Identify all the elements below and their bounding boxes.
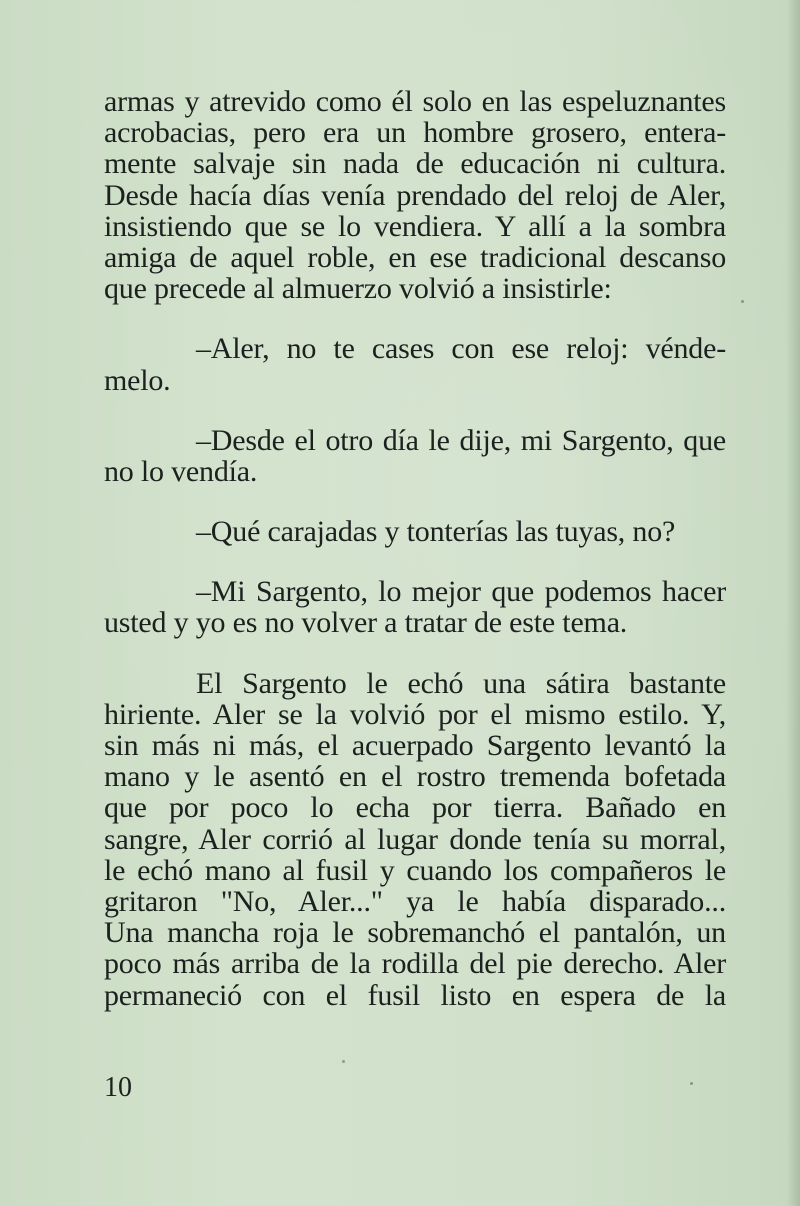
text-line: poco más arriba de la rodilla del pie derecho. Aler: [104, 947, 726, 981]
text-line: hiriente. Aler se la volvió por el mismo estilo. Y,: [104, 697, 726, 731]
text-line: mente salvaje sin nada de educación ni cultura.: [104, 147, 726, 181]
text-line: –Aler, no te cases con ese reloj: vénde-: [196, 332, 726, 366]
text-line: amiga de aquel roble, en ese tradicional descanso: [104, 240, 726, 274]
text-line: sangre, Aler corrió al lugar donde tenía su morral,: [104, 822, 726, 856]
dialogue-paragraph: [104, 576, 726, 638]
text-line: le echó mano al fusil y cuando los compañeros le: [104, 853, 726, 887]
text-line: –Mi Sargento, lo mejor que podemos hacer: [196, 575, 726, 609]
text-line: Desde hacía días venía prendado del reloj de Aler,: [104, 178, 726, 212]
body-text: [104, 86, 726, 1011]
text-line: –Qué carajadas y tonterías las tuyas, no?: [196, 515, 676, 549]
text-line: El Sargento le echó una sátira bastante: [196, 666, 726, 700]
text-line: armas y atrevido como él solo en las espeluznantes: [104, 85, 726, 118]
text-line: no lo vendía.: [104, 454, 258, 488]
page-edge-shadow: [786, 0, 800, 1206]
text-line: gritaron "No, Aler..." ya le había disparado...: [104, 884, 726, 918]
paragraph-continuation: [104, 86, 726, 304]
text-line: permaneció con el fusil listo en espera de la: [104, 978, 726, 1012]
print-speck: [342, 1060, 345, 1063]
dialogue-paragraph: [104, 333, 726, 395]
text-line: usted y yo es no volver a tratar de este tema.: [104, 606, 628, 640]
text-line: que por poco lo echa por tierra. Bañado en: [104, 791, 726, 825]
narrative-paragraph: [104, 668, 726, 1011]
text-line: Una mancha roja le sobremanchó el pantalón, un: [104, 916, 726, 950]
print-speck: [690, 1082, 693, 1085]
text-line: sin más ni más, el acuerpado Sargento levantó la: [104, 729, 726, 762]
text-line: –Desde el otro día le dije, mi Sargento, que: [196, 423, 726, 457]
dialogue-paragraph: [104, 516, 726, 547]
text-line: mano y le asentó en el rostro tremenda bofetada: [104, 760, 726, 794]
print-speck: [741, 300, 744, 303]
dialogue-paragraph: [104, 425, 726, 487]
text-line: melo.: [104, 363, 171, 397]
text-line: acrobacias, pero era un hombre grosero, entera-: [104, 116, 726, 150]
text-line: que precede al almuerzo volvió a insistirle:: [104, 272, 612, 306]
text-line: insistiendo que se lo vendiera. Y allí a la sombra: [104, 209, 726, 243]
page-number: 10: [104, 1072, 132, 1103]
